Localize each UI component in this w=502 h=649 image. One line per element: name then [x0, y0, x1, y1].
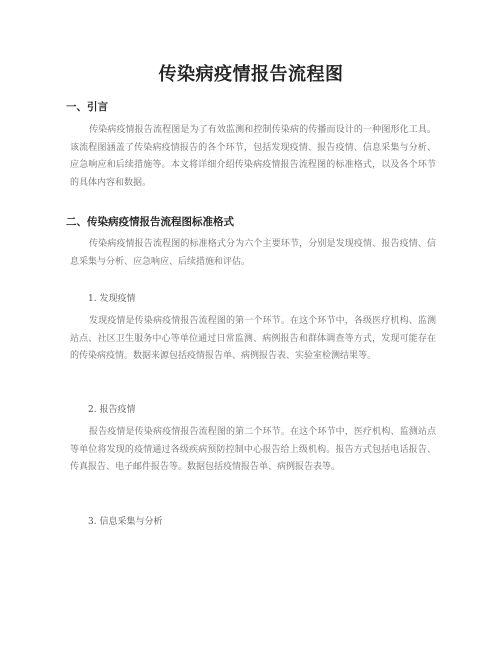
step-label-report: 2. 报告疫情	[88, 405, 136, 415]
page-title: 传染病疫情报告流程图	[158, 64, 344, 85]
step-paragraph-discover: 发现疫情是传染病疫情报告流程图的第一个环节。在这个环节中，各级医疗机构、监测站点、社区卫生服务中心等单位通过日常监测、病例报告和群体调查等方式，发现可能存在的传染病疫情。数据来源包括疫情报告单、病例报告表、实验室检测结果等。	[70, 316, 436, 362]
section-heading-intro: 一、引言	[66, 101, 108, 113]
section-paragraph-intro: 传染病疫情报告流程图是为了有效监测和控制传染病的传播而设计的一种图形化工具。该流程图涵盖了传染病疫情报告的各个环节，包括发现疫情、报告疫情、信息采集与分析、应急响应和后续措施等。本文将详细介绍传染病疫情报告流程图的标准格式，以及各个环节的具体内容和数据。	[70, 125, 436, 189]
step-paragraph-report: 报告疫情是传染病疫情报告流程图的第二个环节。在这个环节中，医疗机构、监测站点等单位将发现的疫情通过各级疾病预防控制中心报告给上级机构。报告方式包括电话报告、传真报告、电子邮件报告等。数据包括疫情报告单、病例报告表等。	[70, 427, 436, 473]
section-heading-format: 二、传染病疫情报告流程图标准格式	[66, 216, 234, 228]
step-label-discover: 1. 发现疫情	[88, 294, 136, 304]
section-paragraph-format: 传染病疫情报告流程图的标准格式分为六个主要环节，分别是发现疫情、报告疫情、信息采集与分析、应急响应、后续措施和评估。	[70, 239, 436, 267]
step-label-collect-analyze: 3. 信息采集与分析	[88, 517, 163, 527]
